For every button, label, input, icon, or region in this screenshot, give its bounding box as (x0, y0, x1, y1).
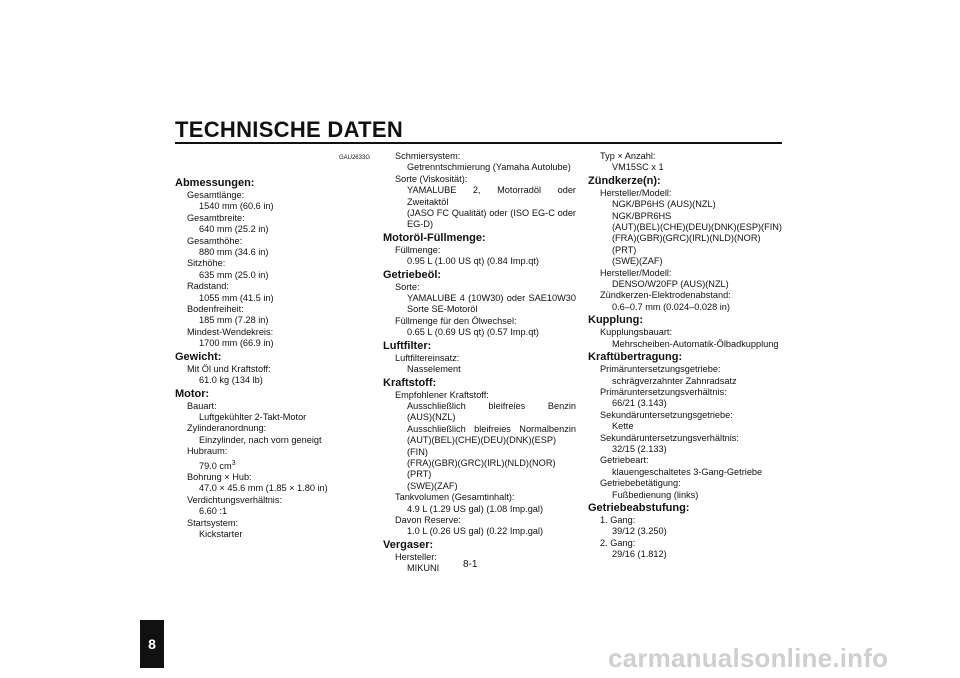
heading-kraftstoff: Kraftstoff: (383, 376, 437, 389)
doc-code: GAU2633G (338, 155, 370, 161)
value-getriebebetaetigung: Fußbedienung (links) (612, 489, 699, 500)
label-zuendkerze-hersteller-2: Hersteller/Modell: (600, 267, 672, 278)
value-verdichtung: 6.60 :1 (199, 506, 228, 517)
value-motoroel-fuellmenge: 0.95 L (1.00 US qt) (0.84 Imp.qt) (407, 256, 539, 267)
label-getriebeart: Getriebeart: (600, 455, 649, 466)
value-kraftstoff-4: (AUT)(BEL)(CHE)(DEU)(DNK)(ESP)(FIN) (407, 435, 557, 457)
value-wendekreis: 1700 mm (66.9 in) (199, 338, 274, 349)
value-kupplungsbauart: Mehrscheiben-Automatik-Ölbadkupplung (612, 338, 779, 349)
value-viskositaet-1: YAMALUBE 2, Motorradöl oder Zweitaktöl (407, 185, 576, 207)
label-bauart: Bauart: (187, 400, 217, 411)
value-gewicht-oel: 61.0 kg (134 lb) (199, 375, 263, 386)
value-gang-1: 39/12 (3.250) (612, 526, 667, 537)
value-luftfiltereinsatz: Nasselement (407, 364, 461, 375)
label-elektrodenabstand: Zündkerzen-Elektrodenabstand: (600, 290, 731, 301)
value-bodenfreiheit: 185 mm (7.28 in) (199, 315, 269, 326)
page-number: 8-1 (463, 559, 478, 570)
value-zuendkerze-4: (FRA)(GBR)(GRC)(IRL)(NLD)(NOR)(PRT) (612, 233, 761, 255)
value-kraftstoff-3: Ausschließlich bleifreies Normalbenzin (407, 423, 576, 434)
heading-getriebeoel: Getriebeöl: (383, 268, 442, 281)
label-radstand: Radstand: (187, 281, 229, 292)
value-zuendkerze-3: (AUT)(BEL)(CHE)(DEU)(DNK)(ESP)(FIN) (612, 222, 782, 233)
label-gesamtbreite: Gesamtbreite: (187, 212, 245, 223)
value-primaergetriebe: schrägverzahnter Zahnradsatz (612, 375, 737, 386)
heading-getriebeabstufung: Getriebeabstufung: (588, 501, 690, 514)
label-primaergetriebe: Primäruntersetzungsgetriebe: (600, 364, 721, 375)
value-zuendkerze-1: NGK/BP6HS (AUS)(NZL) (612, 199, 716, 210)
label-zylinder: Zylinderanordnung: (187, 423, 267, 434)
column-2 (383, 151, 576, 575)
label-zuendkerze-hersteller-1: Hersteller/Modell: (600, 187, 672, 198)
label-gesamtlaenge: Gesamtlänge: (187, 190, 245, 200)
value-hubraum-text: 79.0 cm (199, 460, 232, 471)
value-schmiersystem: Getrenntschmierung (Yamaha Autolube) (407, 162, 571, 173)
label-getriebebetaetigung: Getriebebetätigung: (600, 478, 681, 489)
value-tankvolumen: 4.9 L (1.29 US gal) (1.08 Imp.gal) (407, 503, 544, 514)
value-sitzhoehe: 635 mm (25.0 in) (199, 269, 269, 280)
label-getriebeoel-fuellmenge: Füllmenge für den Ölwechsel: (395, 315, 517, 326)
value-reserve: 1.0 L (0.26 US gal) (0.22 Imp.gal) (407, 526, 544, 537)
heading-motoroel: Motoröl-Füllmenge: (383, 231, 486, 244)
title-rule (175, 142, 782, 144)
value-gesamtbreite: 640 mm (25.2 in) (199, 224, 269, 235)
value-viskositaet-3: EG-D) (407, 219, 434, 230)
value-kraftstoff-5: (FRA)(GBR)(GRC)(IRL)(NLD)(NOR)(PRT) (407, 457, 556, 480)
value-getriebeoel-sorte-2: Sorte SE-Motoröl (407, 304, 478, 315)
value-zylinder: Einzylinder, nach vorn geneigt (199, 434, 322, 445)
heading-kraftuebertragung: Kraftübertragung: (588, 351, 683, 364)
value-getriebeart: klauengeschaltetes 3-Gang-Getriebe (612, 466, 763, 477)
label-viskositaet: Sorte (Viskosität): (395, 173, 468, 184)
value-hubraum-exponent: 3 (231, 459, 236, 467)
label-gewicht-oel: Mit Öl und Kraftstoff: (187, 363, 271, 374)
value-radstand: 1055 mm (41.5 in) (199, 292, 274, 303)
value-kraftstoff-2: (AUS)(NZL) (407, 412, 456, 423)
heading-gewicht: Gewicht: (175, 350, 222, 363)
label-bohrung: Bohrung × Hub: (187, 472, 252, 482)
value-zuendkerze-denso: DENSO/W20FP (AUS)(NZL) (612, 279, 729, 290)
value-bohrung: 47.0 × 45.6 mm (1.85 × 1.80 in) (199, 483, 328, 494)
heading-motor: Motor: (175, 387, 210, 400)
value-getriebeoel-fuellmenge: 0.65 L (0.69 US qt) (0.57 Imp.qt) (407, 327, 539, 338)
label-gang-2: 2. Gang: (600, 537, 636, 548)
value-zuendkerze-2: NGK/BPR6HS (612, 210, 672, 221)
value-hubraum (175, 458, 370, 472)
value-getriebeoel-sorte-1: YAMALUBE 4 (10W30) oder SAE10W30 (407, 293, 576, 304)
value-viskositaet-2: (JASO FC Qualität) oder (ISO EG-C oder (407, 208, 576, 219)
value-bauart: Luftgekühlter 2-Takt-Motor (199, 411, 307, 422)
label-kupplungsbauart: Kupplungsbauart: (600, 327, 673, 338)
value-elektrodenabstand: 0.6–0.7 mm (0.024–0.028 in) (612, 301, 730, 312)
label-getriebeoel-sorte: Sorte: (395, 281, 420, 292)
value-zuendkerze-5: (SWE)(ZAF) (612, 256, 663, 267)
heading-kupplung: Kupplung: (588, 314, 643, 327)
chapter-tab: 8 (140, 620, 164, 668)
label-sekundaergetriebe: Sekundäruntersetzungsgetriebe: (600, 409, 733, 420)
value-gesamthoehe: 880 mm (34.6 in) (199, 247, 269, 258)
label-schmiersystem: Schmiersystem: (395, 151, 461, 161)
label-empfohlener-kraftstoff: Empfohlener Kraftstoff: (395, 389, 489, 400)
label-startsystem: Startsystem: (187, 517, 239, 528)
label-primaerverhaeltnis: Primäruntersetzungsverhältnis: (600, 386, 727, 397)
label-sitzhoehe: Sitzhöhe: (187, 258, 226, 269)
value-startsystem: Kickstarter (199, 529, 243, 540)
label-typ-anzahl: Typ × Anzahl: (600, 151, 656, 161)
label-luftfiltereinsatz: Luftfiltereinsatz: (395, 352, 460, 363)
watermark: carmanualsonline.info (608, 643, 889, 673)
column-3 (588, 151, 784, 561)
value-kraftstoff-6: (SWE)(ZAF) (407, 480, 458, 491)
value-gesamtlaenge: 1540 mm (60.6 in) (199, 201, 274, 212)
value-vergaser-hersteller: MIKUNI (407, 563, 440, 574)
label-wendekreis: Mindest-Wendekreis: (187, 326, 274, 337)
label-sekundaerverhaeltnis: Sekundäruntersetzungsverhältnis: (600, 432, 739, 443)
value-primaerverhaeltnis: 66/21 (3.143) (612, 398, 667, 409)
column-1 (175, 151, 370, 540)
value-sekundaergetriebe: Kette (612, 421, 634, 432)
label-vergaser-hersteller: Hersteller: (395, 551, 437, 562)
label-tankvolumen: Tankvolumen (Gesamtinhalt): (395, 492, 515, 503)
label-verdichtung: Verdichtungsverhältnis: (187, 494, 282, 505)
label-motoroel-fuellmenge: Füllmenge: (395, 244, 441, 255)
heading-abmessungen: Abmessungen: (175, 177, 255, 189)
label-gang-1: 1. Gang: (600, 514, 636, 525)
value-kraftstoff-1: Ausschließlich bleifreies Benzin (407, 400, 576, 411)
value-sekundaerverhaeltnis: 32/15 (2.133) (612, 443, 667, 454)
value-typ-anzahl: VM15SC x 1 (612, 162, 664, 173)
label-hubraum: Hubraum: (187, 446, 228, 457)
heading-vergaser: Vergaser: (383, 538, 434, 551)
label-reserve: Davon Reserve: (395, 514, 461, 525)
label-gesamthoehe: Gesamthöhe: (187, 235, 243, 246)
value-gang-2: 29/16 (1.812) (612, 549, 667, 560)
page-title: TECHNISCHE DATEN (175, 117, 404, 142)
label-bodenfreiheit: Bodenfreiheit: (187, 304, 244, 315)
heading-luftfilter: Luftfilter: (383, 339, 432, 352)
heading-zuendkerze: Zündkerze(n): (588, 174, 661, 187)
